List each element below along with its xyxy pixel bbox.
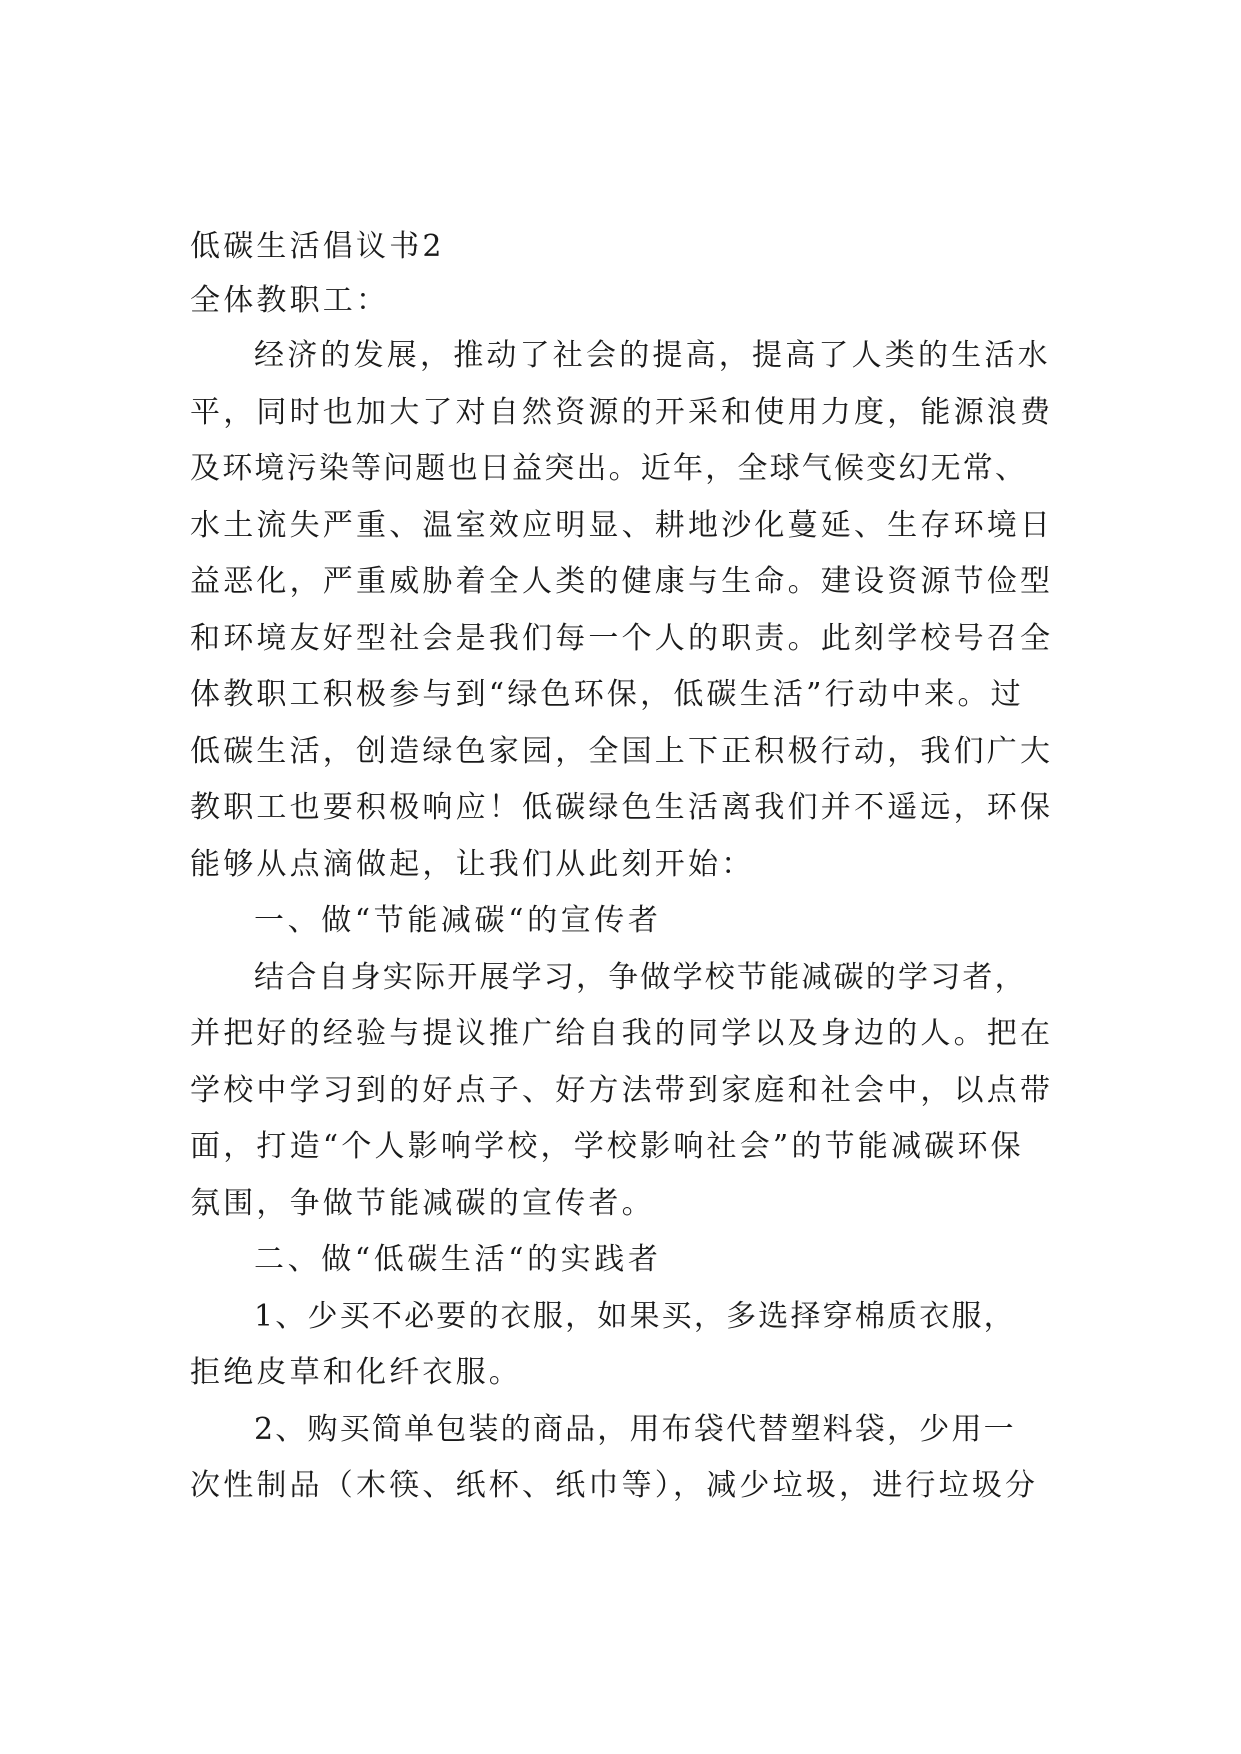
section-heading: 一、做“节能减碳“的宣传者 (254, 903, 662, 938)
paragraph-line: 氛围，争做节能减碳的宣传者。 (190, 1185, 655, 1221)
paragraph-line: 拒绝皮草和化纤衣服。 (190, 1355, 522, 1390)
paragraph-line: 和环境友好型社会是我们每一个人的职责。此刻学校号召全 (190, 620, 1054, 656)
intro-paragraph (190, 328, 1070, 893)
paragraph-line: 能够从点滴做起，让我们从此刻开始： (190, 846, 755, 882)
paragraph-line: 及环境污染等问题也日益突出。近年，全球气候变幻无常、 (190, 451, 1028, 486)
paragraph-line: 2、购买简单包装的商品，用布袋代替塑料袋，少用一 (254, 1411, 1016, 1447)
paragraph-line: 益恶化，严重威胁着全人类的健康与生命。建设资源节俭型 (190, 564, 1054, 599)
paragraph-line: 低碳生活，创造绿色家园，全国上下正积极行动，我们广大 (190, 733, 1054, 769)
paragraph-line: 学校中学习到的好点子、好方法带到家庭和社会中，以点带 (190, 1072, 1054, 1108)
paragraph-line: 并把好的经验与提议推广给自我的同学以及身边的人。把在 (190, 1016, 1054, 1051)
paragraph-line: 体教职工积极参与到“绿色环保，低碳生活”行动中来。过 (190, 677, 1024, 712)
salutation: 全体教职工： (190, 283, 390, 318)
document-page (190, 220, 1070, 1515)
paragraph-line: 水土流失严重、温室效应明显、耕地沙化蔓延、生存环境日 (190, 507, 1054, 543)
paragraph-line: 平，同时也加大了对自然资源的开采和使用力度，能源浪费 (190, 394, 1054, 430)
paragraph-line: 结合自身实际开展学习，争做学校节能减碳的学习者， (254, 959, 1027, 995)
section1-paragraph (190, 950, 1070, 1233)
section-heading: 二、做“低碳生活“的实践者 (254, 1242, 662, 1277)
item2-paragraph (190, 1402, 1070, 1515)
paragraph-line: 1、少买不必要的衣服，如果买，多选择穿棉质衣服， (254, 1298, 1016, 1334)
paragraph-line: 教职工也要积极响应！低碳绿色生活离我们并不遥远，环保 (190, 790, 1054, 825)
item1-paragraph (190, 1289, 1070, 1402)
paragraph-line: 经济的发展，推动了社会的提高，提高了人类的生活水 (254, 338, 1051, 373)
paragraph-line: 次性制品（木筷、纸杯、纸巾等），减少垃圾，进行垃圾分 (190, 1468, 1039, 1503)
document-title: 低碳生活倡议书2 (190, 229, 445, 264)
paragraph-line: 面，打造“个人影响学校，学校影响社会”的节能减碳环保 (190, 1129, 1024, 1164)
